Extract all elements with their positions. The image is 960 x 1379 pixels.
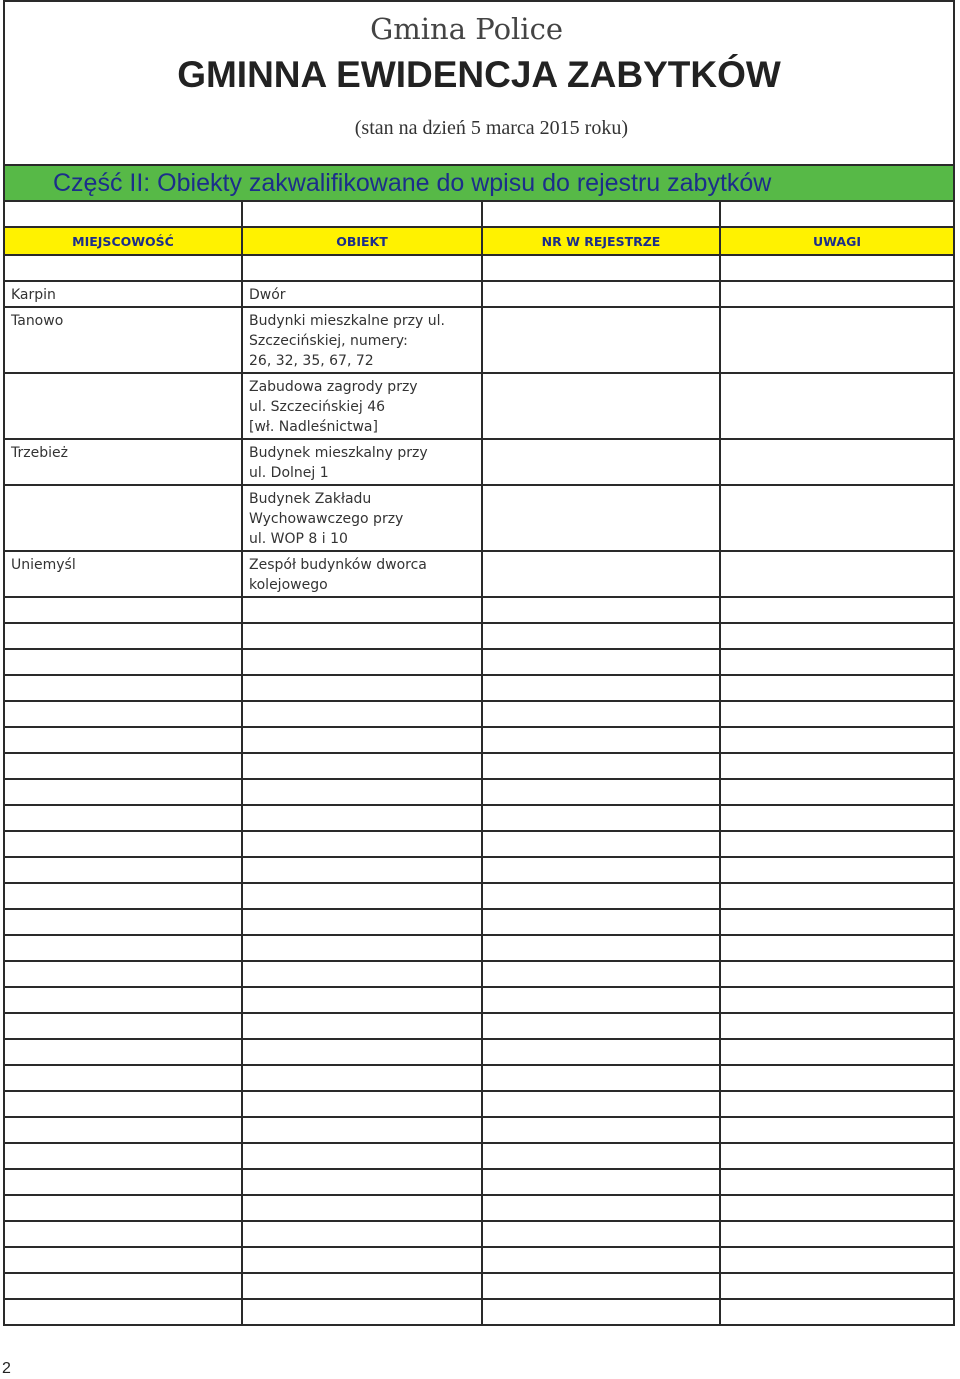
empty-row [5, 728, 953, 754]
empty-row [5, 806, 953, 832]
empty-row [5, 988, 953, 1014]
document-title: GMINNA EWIDENCJA ZABYTKÓW [177, 54, 781, 95]
empty-row [5, 858, 953, 884]
column-header-location: MIEJSCOWOŚĆ [72, 233, 174, 249]
empty-row [5, 702, 953, 728]
empty-row [5, 754, 953, 780]
empty-row [5, 1014, 953, 1040]
location-karpin: Karpin [11, 287, 56, 303]
object-line: Szczecińskiej, numery: [249, 333, 408, 349]
column-divider [241, 202, 243, 1326]
object-line: ul. Dolnej 1 [249, 465, 329, 481]
location-trzebiez: Trzebież [11, 445, 68, 461]
page-frame [3, 0, 955, 1326]
empty-row [5, 1300, 953, 1326]
section-title: Część II: Obiekty zakwalifikowane do wpisu do rejestru zabytków [53, 169, 772, 197]
table-header-row [5, 228, 953, 256]
empty-row [5, 676, 953, 702]
object-line: ul. Szczecińskiej 46 [249, 399, 386, 415]
column-header-object: OBIEKT [336, 233, 388, 249]
object-cell [249, 555, 427, 595]
empty-row [5, 780, 953, 806]
object-line: kolejowego [249, 577, 328, 593]
empty-row [5, 1066, 953, 1092]
table-row [5, 374, 953, 440]
empty-row [5, 598, 953, 624]
object-line: Wychowawczego przy [249, 511, 404, 527]
empty-row [5, 936, 953, 962]
table-row [5, 552, 953, 598]
empty-row [5, 624, 953, 650]
column-divider [719, 202, 721, 1326]
object-line: 26, 32, 35, 67, 72 [249, 353, 374, 369]
object-line: Budynek mieszkalny przy [249, 445, 428, 461]
empty-row [5, 910, 953, 936]
page-number: 2 [2, 1360, 11, 1377]
table-row [5, 308, 953, 374]
empty-row [5, 650, 953, 676]
object-line: Dwór [249, 287, 286, 303]
location-uniemysl: Uniemyśl [11, 557, 76, 573]
object-line: ul. WOP 8 i 10 [249, 531, 348, 547]
spacer-row [5, 202, 953, 228]
empty-row [5, 832, 953, 858]
object-cell [249, 443, 428, 483]
document-date: (stan na dzień 5 marca 2015 roku) [354, 117, 628, 139]
column-divider [481, 202, 483, 1326]
section-band [5, 164, 953, 202]
object-cell [249, 311, 445, 371]
object-line: Budynek Zakładu [249, 491, 372, 507]
table-row [5, 282, 953, 308]
empty-row [5, 1118, 953, 1144]
table-row [5, 440, 953, 486]
document-header [5, 2, 953, 164]
object-line: Budynki mieszkalne przy ul. [249, 313, 445, 329]
object-cell [249, 489, 403, 549]
register-table [5, 202, 953, 1326]
spacer-row [5, 256, 953, 282]
empty-row [5, 1274, 953, 1300]
column-header-register-number: NR W REJESTRZE [541, 233, 661, 249]
table-row [5, 486, 953, 552]
column-header-remarks: UWAGI [813, 233, 861, 249]
object-line: Zespół budynków dworca [249, 557, 427, 573]
empty-row [5, 1144, 953, 1170]
object-line: [wł. Nadleśnictwa] [249, 419, 378, 435]
empty-row [5, 1222, 953, 1248]
empty-row [5, 1040, 953, 1066]
location-tanowo: Tanowo [11, 313, 64, 329]
empty-row [5, 1170, 953, 1196]
empty-row [5, 962, 953, 988]
empty-row [5, 1092, 953, 1118]
object-line: Zabudowa zagrody przy [249, 379, 418, 395]
municipality-name: Gmina Police [370, 12, 563, 46]
empty-row [5, 1248, 953, 1274]
empty-row [5, 884, 953, 910]
object-cell [249, 285, 286, 305]
empty-row [5, 1196, 953, 1222]
object-cell [249, 377, 418, 437]
